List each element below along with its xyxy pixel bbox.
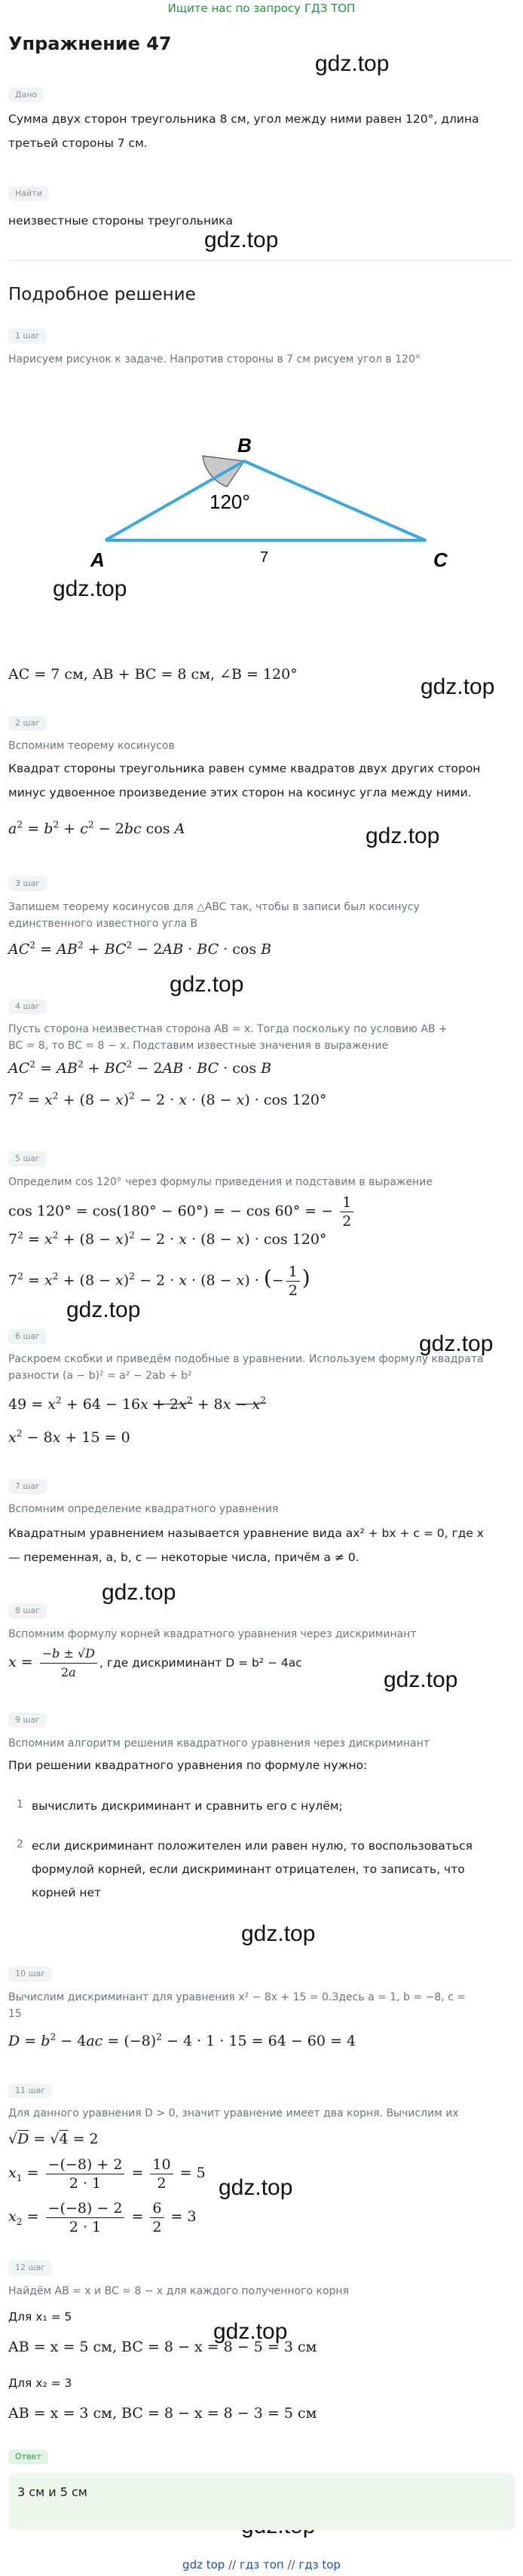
watermark: gdz.top [315,51,390,76]
step8-formula-tail: , где дискриминант D = b² − 4ac [99,1656,302,1670]
step-text: 15 [8,2008,22,2020]
step-text: При решении квадратного уравнения по формуле нужно: [8,1759,368,1772]
watermark: gdz.top [421,674,495,699]
footer-sep: // [228,2558,237,2571]
footer-link[interactable]: гдз top [298,2558,341,2571]
list-number: 2 [17,1838,23,1850]
step-text: Квадратным уравнением называется уравнение вида ax² + bx + c = 0, где x [8,1526,484,1540]
step-text: — переменная, a, b, c — некоторые числа, причём a ≠ 0. [8,1551,359,1564]
step11-formula: $x_1$ = $\frac{-(-8) + 2}{2 \cdot 1}$ = $\frac{10}{2}$ = 5 [8,2156,206,2192]
step-text: Нарисуем рисунок к задаче. Напротив стороны в 7 см рисуем угол в 120° [8,353,421,365]
divider [8,260,515,261]
watermark: gdz.top [53,576,127,601]
given-text: Сумма двух сторон треугольника 8 см, угол между ними равен 120°, длина [8,112,479,126]
step-chip: 6 шаг [8,1329,47,1344]
step6-formula: $x^2 - 8x + 15 = 0$ [8,1428,130,1446]
triangle-figure [30,416,452,582]
answer-chip: Ответ [8,2449,48,2464]
watermark: gdz.top [102,1580,176,1605]
step-chip: 2 шаг [8,716,47,731]
step11-formula: $x_2$ = $\frac{-(-8) - 2}{2 \cdot 1}$ = $\frac{6}{2}$ = 3 [8,2199,197,2235]
step3-formula: $AC^2 = AB^2 + BC^2 - 2AB$ · BC · cos B [8,940,272,958]
step-chip: 9 шаг [8,1713,47,1728]
step4-formula: $7^2 = x^2 + (8 - x)^2 - 2 \cdot x \cdot (8 - x) \cdot \cos 120^\circ$ [8,1090,327,1108]
find-text: неизвестные стороны треугольника [8,214,234,228]
watermark: gdz.top [204,228,279,252]
watermark: gdz.top [241,1921,316,1946]
step-chip: 8 шаг [8,1603,47,1618]
page-title: Упражнение 47 [8,33,172,54]
footer-links [0,2556,523,2573]
step-chip: 7 шаг [8,1479,47,1494]
list-item: формулой корней, если дискриминант отрицателен, то записать, что [32,1862,465,1876]
watermark: gdz.top [219,2175,293,2200]
step-chip: 10 шаг [8,1966,52,1982]
result-line: Для x₁ = 5 [8,2310,72,2324]
vertex-label-b: B [237,434,252,457]
list-item: вычислить дискриминант и сравнить его с нулём; [32,1799,343,1813]
answer-text: 3 см и 5 см [17,2485,87,2499]
step-text: единственного известного угла B [8,918,198,930]
watermark: gdz.top [365,824,440,848]
step-text: Запишем теорему косинусов для △ABC так, чтобы в записи был косинусу [8,901,420,913]
result-line: AB = x = 3 см, BC = 8 − x = 8 − 3 = 5 см [8,2405,317,2422]
footer-link[interactable]: gdz top [182,2558,225,2571]
watermark: gdz.top [384,1667,458,1692]
result-line: Для x₂ = 3 [8,2376,72,2390]
solution-title: Подробное решение [8,285,196,304]
step-text: минус удвоенное произведение этих сторон на косинус угла между ними. [8,786,472,799]
step1-formula: AC = 7 см, AB + BC = 8 см, ∠B = 120° [8,666,298,683]
step6-formula: $49 = x^2 + 64 - 16x + 2x^2 + 8x - x^2$ [8,1395,266,1413]
step-text: BC = 8, то BC = 8 − x. Подставим известные значения в выражение [8,1040,389,1052]
result-line: AB = x = 5 см, BC = 8 − x = 8 − 5 = 3 см [8,2339,317,2355]
list-item: корней нет [32,1886,102,1899]
step-text: Вычислим дискриминант для уравнения x² − 8x + 15 = 0.Здесь a = 1, b = −8, c = [8,1991,466,2003]
footer-sep: // [287,2558,295,2571]
side-label: 7 [260,549,269,566]
watermark: gdz.top [213,2319,288,2344]
watermark: gdz.top [66,1297,141,1322]
step10-formula: $D = b^2 - 4ac = (-8)^2 - 4 \cdot 1 \cdot 15 = 64 - 60 = 4$ [8,2031,356,2049]
vertex-label-a: A [90,549,105,571]
search-hint-link[interactable]: Ищите нас по запросу ГДЗ ТОП [167,2,356,15]
step-chip: 5 шаг [8,1151,47,1166]
step11-formula: √D = √4 = 2 [8,2131,99,2147]
watermark: gdz.top [170,972,244,997]
step-text: Вспомним формулу корней квадратного уравнения через дискриминант [8,1628,417,1640]
step-text: Раскроем скобки и приведём подобные в уравнении. Используем формулу квадрата [8,1353,484,1365]
step-text: разности (a − b)² = a² − 2ab + b² [8,1370,192,1382]
list-number: 1 [17,1798,23,1811]
step2-formula: $a^2 = b^2 + c^2 - 2bc$ cos A [8,819,185,837]
step-chip: 4 шаг [8,999,47,1014]
step-text: Пусть сторона неизвестная сторона AB = x. Тогда поскольку по условию AB + [8,1023,448,1035]
step8-formula: x = $\frac{-b \pm √D}{2a}$ , где дискриминант D = b² − 4ac [8,1646,302,1679]
step-text: Для данного уравнения D > 0, значит уравнение имеет два корня. Вычислим их [8,2107,459,2119]
vertex-label-c: C [433,549,448,571]
step5-formula: $7^2 = x^2 + (8 - x)^2 - 2 \cdot x \cdot (8 - x)$ · (− $\frac{1}{2}$ ) [8,1264,310,1299]
given-chip: Дано [8,87,44,102]
step-chip: 11 шаг [8,2083,52,2098]
step5-formula: cos 120° = cos(180° − 60°) = − cos 60° = − $\frac{1}{2}$ [8,1193,356,1230]
step-text: Определим cos 120° через формулы приведения и подставим в выражение [8,1176,433,1188]
angle-label: 120° [210,490,250,513]
watermark: gdz.top [419,1331,494,1356]
triangle-sides [106,461,425,540]
footer-link[interactable]: гдз топ [239,2558,284,2571]
step-text: Вспомним алгоритм решения квадратного уравнения через дискриминант [8,1737,430,1749]
step-text: Вспомним теорему косинусов [8,740,175,752]
answer-box [8,2473,515,2530]
step-text: Квадрат стороны треугольника равен сумме квадратов двух других сторон [8,762,481,775]
given-text: третьей стороны 7 см. [8,136,148,150]
step5-formula: $7^2 = x^2 + (8 - x)^2 - 2 \cdot x \cdot (8 - x) \cdot \cos 120^\circ$ [8,1230,327,1248]
list-item: если дискриминант положителен или равен нулю, то воспользоваться [32,1839,473,1853]
step-chip: 1 шаг [8,328,47,344]
step4-formula: $AC^2 = AB^2 + BC^2 - 2AB$ · BC · cos B [8,1059,272,1077]
step-text: Найдём AB = x и BC = 8 − x для каждого полученного корня [8,2285,349,2297]
step-chip: 3 шаг [8,876,47,891]
step-text: Вспомним определение квадратного уравнения [8,1503,279,1515]
find-chip: Найти [8,186,49,201]
step-chip: 12 шаг [8,2260,52,2275]
